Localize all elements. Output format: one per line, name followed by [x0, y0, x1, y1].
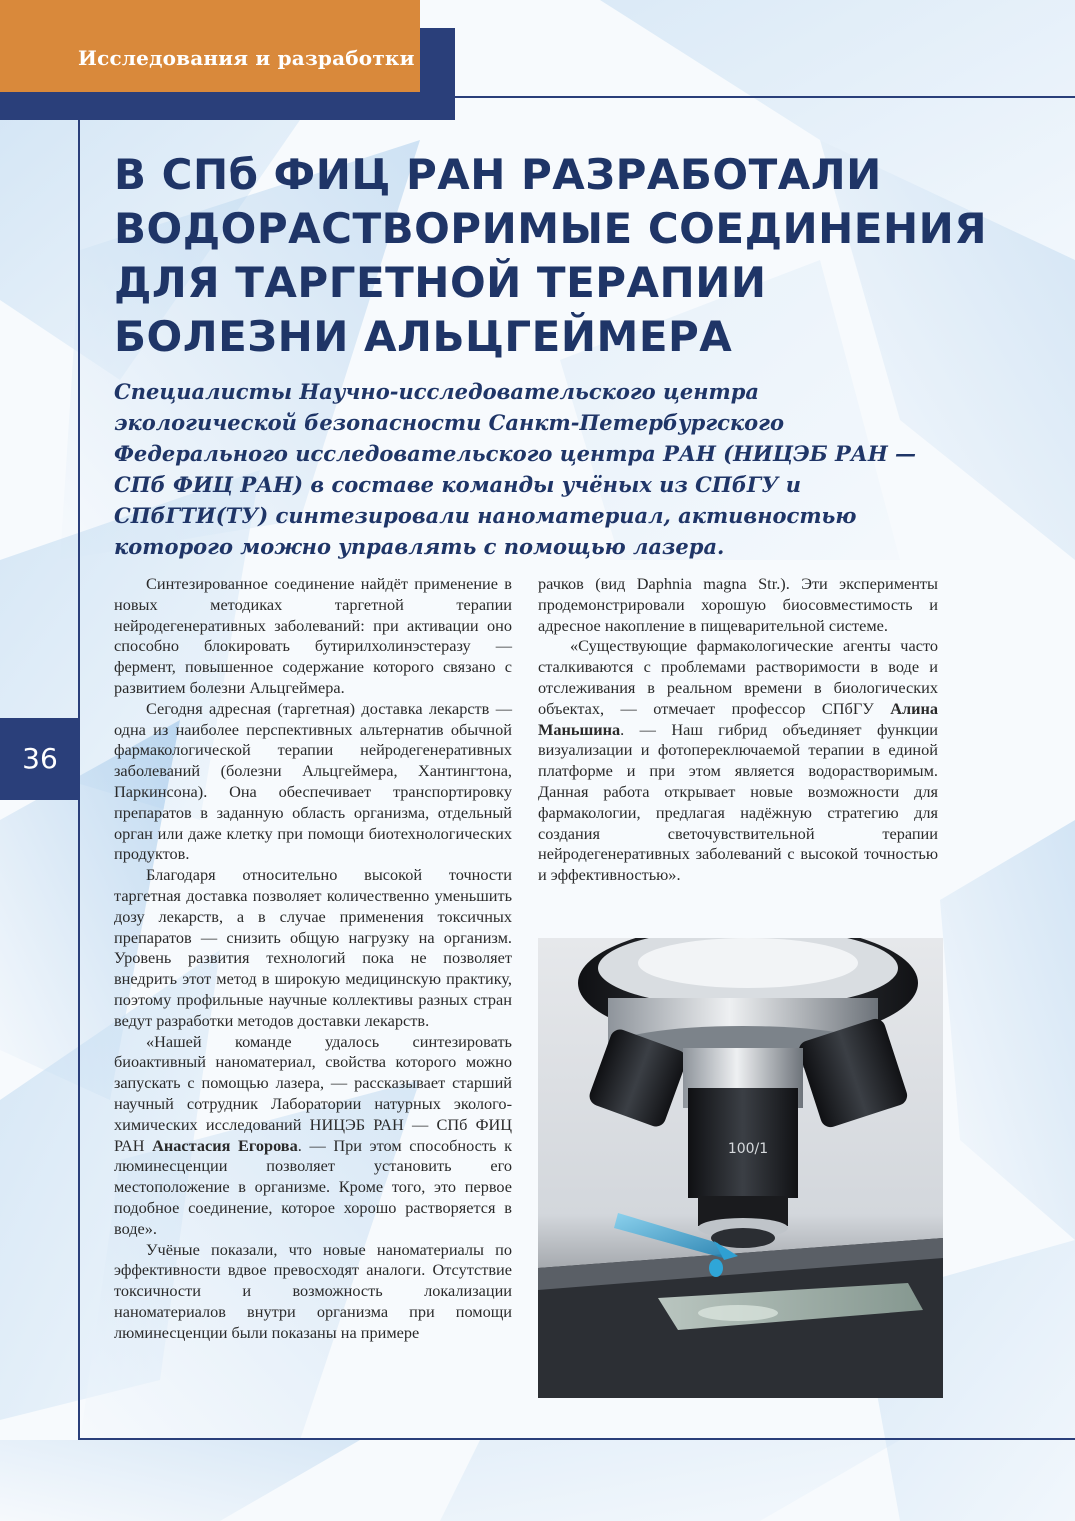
microscope-photo — [538, 938, 943, 1398]
person-name: Анастасия Егорова — [152, 1135, 298, 1155]
paragraph: рачков (вид Daphnia magna Str.). Эти эксперименты продемонстрировали хорошую биосовместимость и адресное накопление в пищеварительной системе. — [538, 574, 938, 635]
microscope-illustration — [538, 938, 943, 1398]
right-column — [538, 574, 938, 886]
objective-label: 100/1 — [727, 1141, 769, 1157]
paragraph — [538, 636, 938, 886]
paragraph: Благодаря относительно высокой точности таргетная доставка позволяет количественно уменьшить дозу лекарств, а в случае применения токсичных препаратов — снизить общую нагрузку на организм. Уровень развития технологий пока не позволяет внедрить этот метод в широкую медицинскую практику, поэтому профильные научные коллективы разных стран ведут разработки методов доставки лекарств. — [114, 865, 512, 1030]
article-lead: Специалисты Научно-исследовательского центра экологической безопасности Санкт-Петербургского Федерального исследовательского центра РАН (НИЦЭБ РАН — СПб ФИЦ РАН) в составе команды учёных из СПбГУ и СПбГТИ(ТУ) синтезировали наноматериал, активностью которого можно управлять с помощью лазера. — [114, 379, 917, 559]
article-title: В СПб ФИЦ РАН РАЗРАБОТАЛИ ВОДОРАСТВОРИМЫЕ СОЕДИНЕНИЯ ДЛЯ ТАРГЕТНОЙ ТЕРАПИИ БОЛЕЗНИ АЛЬЦГЕЙМЕРА — [114, 150, 988, 361]
paragraph-text: . — Наш гибрид объединяет функции визуализации и фотопереключаемой терапии в единой платформе и при этом является водорастворимым. Данная работа открывает новые возможности для фармакологии, предлагая надёжную стратегию для создания светочувствительной терапии нейродегенеративных заболеваний с высокой точностью и эффективностью». — [538, 719, 938, 885]
section-tab-underbar — [0, 92, 455, 120]
page-number: 36 — [22, 742, 58, 775]
paragraph: Синтезированное соединение найдёт применение в новых методиках таргетной терапии нейродегенеративных заболеваний: при активации оно способно блокировать бутирилхолинэстеразу — фермент, повышенное содержание которого связано с развитием болезни Альцгеймера. — [114, 574, 512, 697]
top-rule — [455, 96, 1075, 98]
paragraph — [114, 1032, 512, 1240]
person-name: Алина Маньшина — [538, 698, 938, 739]
paragraph-text: «Существующие фармакологические агенты часто сталкиваются с проблемами растворимости в воде и отслеживания в реальном времени в биологических объектах, — отмечает профессор СПбГУ — [538, 636, 938, 718]
bottom-rule — [78, 1438, 1075, 1440]
paragraph-text: . — При этом способность к люминесценции позволяет установить его местоположение в организме. Кроме того, это первое подобное соединение, которое хорошо растворяется в воде». — [114, 1135, 512, 1238]
paragraph-text: «Нашей команде удалось синтезировать биоактивный наноматериал, свойства которого можно запускать с помощью лазера, — рассказывает старший научный сотрудник Лаборатории натурных эколого-химических исследований НИЦЭБ РАН — СПб ФИЦ РАН — [114, 1031, 512, 1155]
paragraph: Учёные показали, что новые наноматериалы по эффективности вдвое превосходят аналоги. Отсутствие токсичности и возможность локализации наноматериалов внутри организма при помощи люминесценции были показаны на примере — [114, 1239, 512, 1342]
paragraph: Сегодня адресная (таргетная) доставка лекарств — одна из наиболее перспективных альтернатив обычной фармакологической терапии нейродегенеративных заболеваний (болезни Альцгеймера, Хантингтона, Паркинсона). Она обеспечивает транспортировку препаратов в заданную область организма, отдельный орган или даже клетку при помощи биотехнологических продуктов. — [114, 698, 512, 864]
left-column — [114, 574, 512, 1343]
section-label: Исследования и разработки — [78, 46, 415, 70]
